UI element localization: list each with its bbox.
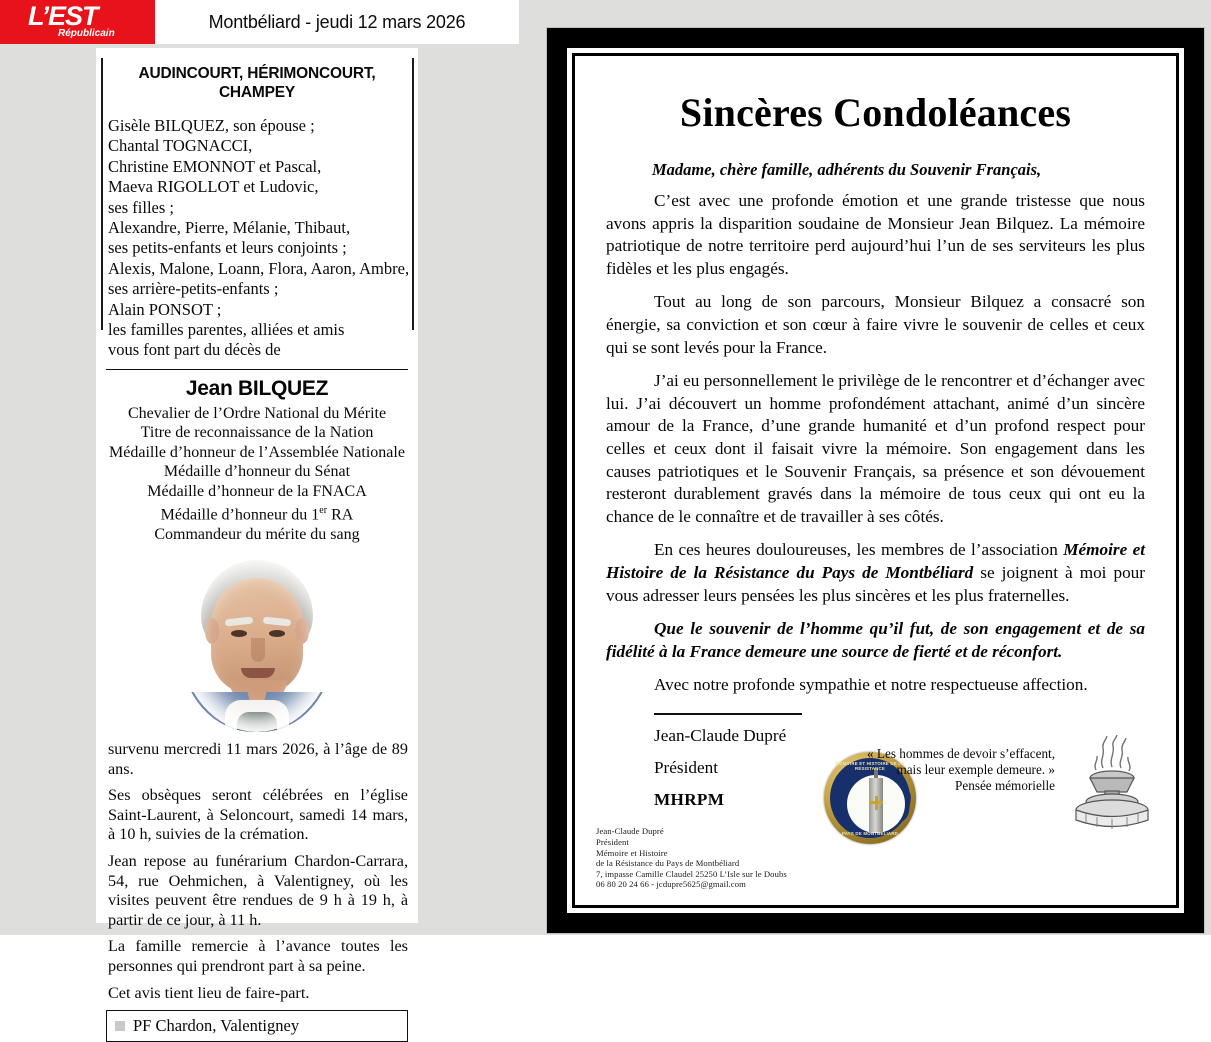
letter-paragraph-2: Tout au long de son parcours, Monsieur Bilquez a consacré son énergie, sa conviction et son cœur à faire vivre le souvenir de celles et ceux qui se sont levés pour la France. xyxy=(606,292,1145,357)
obituary-family-line: Alexandre, Pierre, Mélanie, Thibaut, xyxy=(108,218,351,238)
letter-footer-line: Mémoire et Histoire xyxy=(596,847,668,858)
quote-line-2: mais leur exemple demeure. » xyxy=(896,762,1055,777)
obituary-family-line: vous font part du décès de xyxy=(108,340,281,360)
letter-footer-line: Jean-Claude Dupré xyxy=(596,826,664,837)
obituary-family-line: ses petits-enfants et leurs conjoints ; xyxy=(108,238,347,258)
obituary-honors-list xyxy=(96,404,418,544)
memorial-torch-icon xyxy=(1059,734,1165,846)
obituary-family-list xyxy=(108,116,418,361)
letter-footer-line: de la Résistance du Pays de Montbéliard xyxy=(596,858,740,869)
obituary-family-line: Alexis, Malone, Loann, Flora, Aaron, Ambre, xyxy=(108,258,410,278)
obituary-funeral: Ses obsèques seront célébrées en l’église Saint-Laurent, à Seloncourt, samedi 14 mars, à 10 h, suivies de la crémation. xyxy=(108,786,408,844)
obituary-family-line: les familles parentes, alliées et amis xyxy=(108,320,345,340)
portrait-vignette xyxy=(181,554,333,732)
letter-footer-contact xyxy=(596,826,787,890)
assoc-name-text: Mémoire et Histoire de la Résistance du Pays de Montbéliard xyxy=(606,540,1145,582)
letter-footer-line: Président xyxy=(596,837,629,848)
quote-line-1: « Les hommes de devoir s’effacent, xyxy=(867,746,1055,761)
letter-paragraph-3: J’ai eu personnellement le privilège de le rencontrer et d’échanger avec lui. J’ai découvert un homme profondément attachant, animé d’un sincère amour de la France, d’une grande humanité et d’un profond respect pour celles et ceux dont il faisait vivre la mémoire. Son engagement dans les causes patriotiques et le Souvenir Français, sa présence et son dévouement resteront durablement gravés dans la mémoire de tous ceux qui ont eu la chance de le connaître et de travailler à ses côtés. xyxy=(606,371,1145,526)
obituary-honor-line: Titre de reconnaissance de la Nation xyxy=(140,424,374,442)
letter-paragraph-association xyxy=(606,539,1145,607)
obituary-family-line: Chantal TOGNACCI, xyxy=(108,136,253,156)
emblem-cross-horizontal xyxy=(869,801,883,804)
lest-republicain-logo xyxy=(0,0,155,44)
letter-footer-line: 7, impasse Camille Claudel 25250 L’Isle sur le Doubs xyxy=(596,868,787,879)
obituary-divider xyxy=(106,369,408,370)
obituary-family-line: Alain PONSOT ; xyxy=(108,299,222,319)
signature-organization: MHRPM xyxy=(654,789,725,809)
funeral-home-bullet-icon xyxy=(115,1021,125,1031)
funeral-home-name: PF Chardon, Valentigney xyxy=(133,1016,300,1036)
funeral-home-box xyxy=(106,1010,408,1042)
quote-attribution: Pensée mémorielle xyxy=(955,778,1055,793)
obituary-honor-line: Commandeur du mérite du sang xyxy=(154,525,360,543)
logo-sub-text: Républicain xyxy=(58,28,115,39)
obituary-family-line: ses arrière-petits-enfants ; xyxy=(108,279,279,299)
obituary-body xyxy=(108,740,408,1003)
obituary-family-line: Gisèle BILQUEZ, son épouse ; xyxy=(108,116,315,135)
signature-role: Président xyxy=(654,757,718,777)
letter-inner-border xyxy=(572,53,1179,908)
newspaper-dateline: Montbéliard - jeudi 12 mars 2026 xyxy=(208,12,466,32)
letter-frame-gap xyxy=(567,48,1184,913)
obituary-honor-line: Médaille d’honneur du Sénat xyxy=(163,463,351,481)
condolence-letter-frame xyxy=(547,28,1204,933)
obituary-thanks: La famille remercie à l’avance toutes les personnes qui prendront part à sa peine. xyxy=(108,937,408,975)
letter-paragraph-1: C’est avec une profonde émotion et une grande tristesse que nous avons appris la disparition soudaine de Monsieur Jean Bilquez. La mémoire patriotique de notre territoire perd aujourd’hui l’un de ses serviteurs les plus fidèles et les plus engagés. xyxy=(606,191,1145,278)
assoc-post-text: se joignent à moi pour vous adresser leurs pensées les plus sincères et les plus fraternelles. xyxy=(606,562,1145,605)
newspaper-clipping-panel xyxy=(0,0,519,1036)
obituary-family-line: Maeva RIGOLLOT et Ludovic, xyxy=(108,177,319,197)
obituary-honor-line: Chevalier de l’Ordre National du Mérite xyxy=(127,404,387,422)
obituary-family-line: Christine EMONNOT et Pascal, xyxy=(108,156,322,176)
signature-name: Jean-Claude Dupré xyxy=(654,725,787,745)
letter-paragraph-italic: Que le souvenir de l’homme qu’il fut, de son engagement et de sa fidélité à la France demeure une source de fierté et de réconfort. xyxy=(606,619,1145,661)
obituary-repose: Jean repose au funérarium Chardon-Carrara, 54, rue Oehmichen, à Valentigney, où les visites peuvent être rendues de 9 h à 19 h, à partir de ce jour, à 11 h. xyxy=(108,852,408,929)
obituary-death-line: survenu mercredi 11 mars 2026, à l’âge de 89 ans. xyxy=(108,740,408,778)
letter-body xyxy=(606,159,1145,811)
deceased-portrait-photo xyxy=(181,554,333,732)
obituary-honor-line: Médaille d’honneur de la FNACA xyxy=(147,482,367,500)
emblem-bottom-text: PAYS DE MONTBÉLIARD xyxy=(841,831,898,836)
obituary-honor-line: Médaille d’honneur du 1er RA xyxy=(160,504,354,524)
emblem-top-text: MÉMOIRE ET HISTOIRE DE LA RÉSISTANCE xyxy=(835,761,905,771)
memorial-quote xyxy=(845,746,1055,794)
letter-title: Sincères Condoléances xyxy=(679,90,1072,135)
obituary-notice: Cet avis tient lieu de faire-part. xyxy=(108,983,310,1002)
assoc-pre-text: En ces heures douloureuses, les membres de l’association xyxy=(654,540,1064,560)
newspaper-header xyxy=(0,0,519,44)
portrait-wrapper xyxy=(96,552,418,734)
letter-salutation: Madame, chère famille, adhérents du Souvenir Français, xyxy=(652,160,1042,179)
obituary-towns: AUDINCOURT, HÉRIMONCOURT, CHAMPEY xyxy=(138,65,376,101)
letter-paragraph-closing: Avec notre profonde sympathie et notre respectueuse affection. xyxy=(654,675,1088,695)
letter-footer-line: 06 80 20 24 66 - jcdupre5625@gmail.com xyxy=(596,879,746,890)
signature-rule xyxy=(654,713,802,715)
obituary-family-line: ses filles ; xyxy=(108,197,174,217)
obituary-honor-line: Médaille d’honneur de l’Assemblée Nationale xyxy=(109,443,405,461)
obituary-content xyxy=(96,48,418,1042)
letter-page xyxy=(578,59,1173,902)
deceased-name: Jean BILQUEZ xyxy=(185,376,329,400)
logo-main-text: L’EST xyxy=(28,1,98,31)
